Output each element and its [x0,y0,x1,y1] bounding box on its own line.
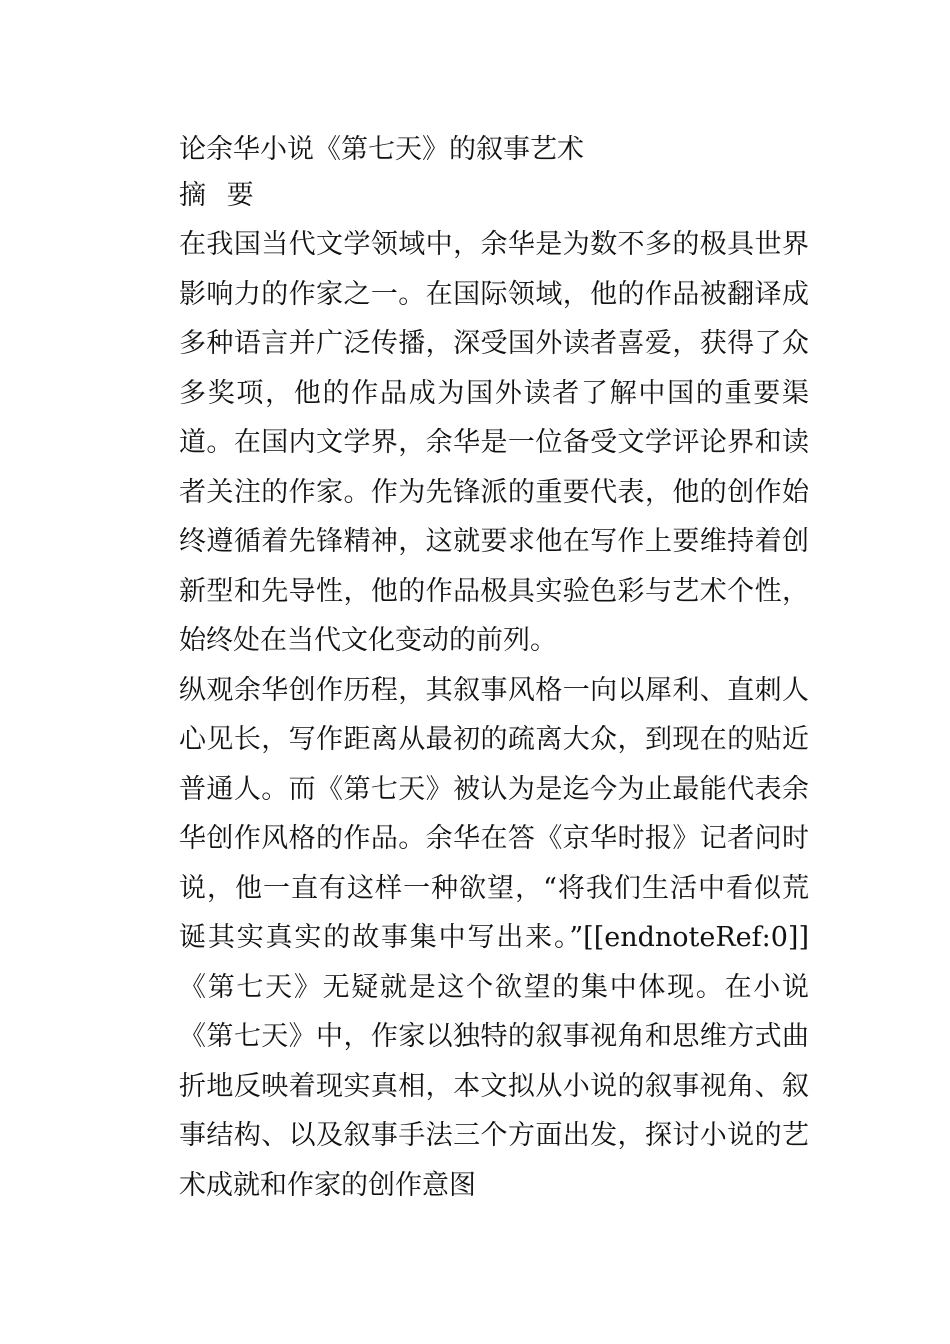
abstract-paragraph-2: 纵观余华创作历程，其叙事风格一向以犀利、直刺人心见长，写作距离从最初的疏离大众，到现在的贴近普通人。而《第七天》被认为是迄今为止最能代表余华创作风格的作品。余华在答《京华时报》记者问时说，他一直有这样一种欲望，“将我们生活中看似荒诞其实真实的故事集中写出来。”[[endnoteRef:0]]《第七天》无疑就是这个欲望的集中体现。在小说《第七天》中，作家以独特的叙事视角和思维方式曲折地反映着现实真相，本文拟从小说的叙事视角、叙事结构、以及叙事手法三个方面出发，探讨小说的艺术成就和作家的创作意图 [179,674,809,1201]
document-title: 论余华小说《第七天》的叙事艺术 [179,134,584,165]
abstract-paragraph-1: 在我国当代文学领域中，余华是为数不多的极具世界影响力的作家之一。在国际领域，他的作品被翻译成多种语言并广泛传播，深受国外读者喜爱，获得了众多奖项，他的作品成为国外读者了解中国的重要渠道。在国内文学界，余华是一位备受文学评论界和读者关注的作家。作为先锋派的重要代表，他的创作始终遵循着先锋精神，这就要求他在写作上要维持着创新型和先导性，他的作品极具实验色彩与艺术个性，始终处在当代文化变动的前列。 [179,229,809,656]
abstract-heading: 摘 要 [179,180,260,211]
document-body [179,130,809,1210]
